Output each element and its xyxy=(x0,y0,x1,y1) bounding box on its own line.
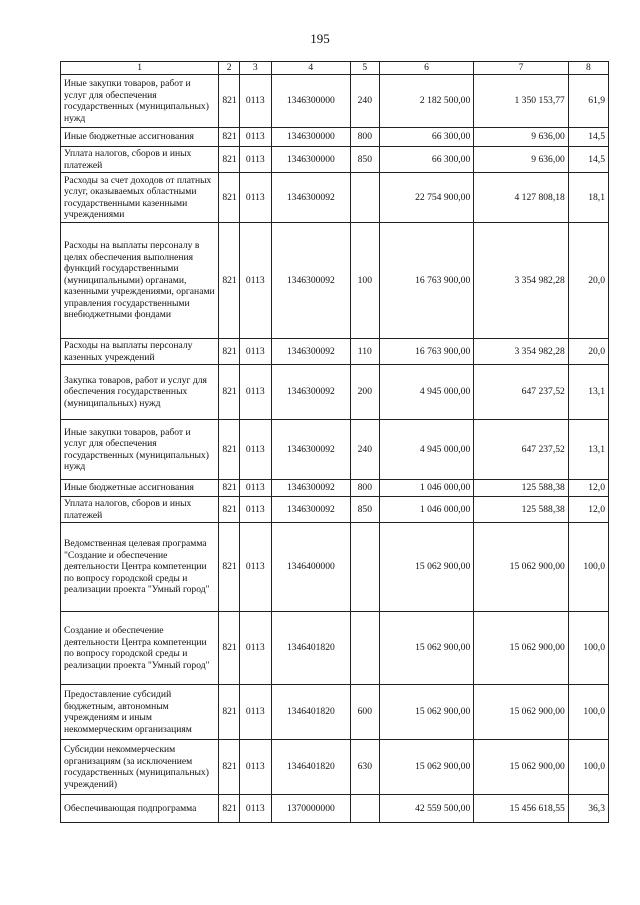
table-body xyxy=(61,75,609,823)
column-header: 3 xyxy=(239,62,271,75)
table-cell: 821 xyxy=(219,480,240,497)
table-cell: 1346300092 xyxy=(271,223,350,339)
table-row xyxy=(61,223,609,339)
table-row xyxy=(61,420,609,480)
table-cell: 15 062 900,00 xyxy=(379,612,474,685)
table-row xyxy=(61,480,609,497)
table-cell: Создание и обеспечение деятельности Центра компетенции по вопросу городской среды и реализации проекта "Умный город" xyxy=(61,612,219,685)
table-cell: 1346300000 xyxy=(271,147,350,173)
table-cell: 12,0 xyxy=(568,497,608,523)
table-cell: 100,0 xyxy=(568,612,608,685)
table-cell: 0113 xyxy=(239,685,271,740)
table-cell: 821 xyxy=(219,365,240,420)
table-cell: 1346401820 xyxy=(271,685,350,740)
table-cell: 4 945 000,00 xyxy=(379,365,474,420)
table-cell: 821 xyxy=(219,223,240,339)
table-row xyxy=(61,147,609,173)
table-cell: 110 xyxy=(350,339,379,365)
table-cell: 15 062 900,00 xyxy=(474,685,569,740)
table-cell: 22 754 900,00 xyxy=(379,173,474,223)
table-cell: Уплата налогов, сборов и иных платежей xyxy=(61,497,219,523)
table-cell: Расходы на выплаты персоналу казенных учреждений xyxy=(61,339,219,365)
table-cell: Иные закупки товаров, работ и услуг для обеспечения государственных (муниципальных) нужд xyxy=(61,420,219,480)
table-cell: 16 763 900,00 xyxy=(379,223,474,339)
table-row xyxy=(61,75,609,128)
table-cell: Ведомственная целевая программа "Создание и обеспечение деятельности Центра компетенции по вопросу городской среды и реализации проекта "Умный город" xyxy=(61,523,219,612)
table-cell: Иные закупки товаров, работ и услуг для обеспечения государственных (муниципальных) нужд xyxy=(61,75,219,128)
table-cell: 0113 xyxy=(239,173,271,223)
table-row xyxy=(61,685,609,740)
table-cell: 1346300092 xyxy=(271,420,350,480)
column-header: 4 xyxy=(271,62,350,75)
table-cell: 20,0 xyxy=(568,339,608,365)
table-cell: 1 046 000,00 xyxy=(379,497,474,523)
table-cell: 0113 xyxy=(239,497,271,523)
table-cell: Предоставление субсидий бюджетным, автономным учреждениям и иным некоммерческим организациям xyxy=(61,685,219,740)
table-row xyxy=(61,339,609,365)
table-cell: Расходы на выплаты персоналу в целях обеспечения выполнения функций государственными (муниципальными) органами, казенными учреждениями, органами управления государственными внебюджетными фондами xyxy=(61,223,219,339)
table-cell: 240 xyxy=(350,75,379,128)
table-cell: 100,0 xyxy=(568,740,608,795)
table-cell: Иные бюджетные ассигнования xyxy=(61,128,219,147)
table-cell: 36,3 xyxy=(568,795,608,823)
table-cell: 1346300092 xyxy=(271,497,350,523)
table-cell: 14,5 xyxy=(568,128,608,147)
table-cell: 3 354 982,28 xyxy=(474,339,569,365)
table-cell: 1 350 153,77 xyxy=(474,75,569,128)
table-cell: 821 xyxy=(219,795,240,823)
column-header: 6 xyxy=(379,62,474,75)
table-cell: Обеспечивающая подпрограмма xyxy=(61,795,219,823)
column-header: 1 xyxy=(61,62,219,75)
table-cell: 12,0 xyxy=(568,480,608,497)
column-header: 7 xyxy=(474,62,569,75)
table-cell: 821 xyxy=(219,75,240,128)
table-cell: 821 xyxy=(219,740,240,795)
table-cell: 15 062 900,00 xyxy=(474,740,569,795)
table-cell: 125 588,38 xyxy=(474,497,569,523)
table-cell: 1346300092 xyxy=(271,173,350,223)
table-cell: 821 xyxy=(219,339,240,365)
table-cell: 9 636,00 xyxy=(474,128,569,147)
table-cell: 1346300000 xyxy=(271,75,350,128)
table-row xyxy=(61,497,609,523)
page-number: 195 xyxy=(310,31,330,46)
table-cell: 15 456 618,55 xyxy=(474,795,569,823)
table-cell: 13,1 xyxy=(568,365,608,420)
table-row xyxy=(61,612,609,685)
table-cell: 0113 xyxy=(239,420,271,480)
table-cell: 821 xyxy=(219,523,240,612)
table-cell: 1346300092 xyxy=(271,339,350,365)
table-cell: 1370000000 xyxy=(271,795,350,823)
table-cell: 0113 xyxy=(239,128,271,147)
table-cell: 9 636,00 xyxy=(474,147,569,173)
table-cell xyxy=(350,173,379,223)
table-cell: 0113 xyxy=(239,75,271,128)
table-cell: 100,0 xyxy=(568,523,608,612)
table-cell: 821 xyxy=(219,147,240,173)
column-header: 2 xyxy=(219,62,240,75)
table-row xyxy=(61,523,609,612)
table-cell: 18,1 xyxy=(568,173,608,223)
table-cell: 1346400000 xyxy=(271,523,350,612)
table-cell: 1346300092 xyxy=(271,480,350,497)
table-cell: 800 xyxy=(350,128,379,147)
table-cell: 0113 xyxy=(239,795,271,823)
table-cell: Закупка товаров, работ и услуг для обеспечения государственных (муниципальных) нужд xyxy=(61,365,219,420)
table-cell: 0113 xyxy=(239,223,271,339)
table-row xyxy=(61,173,609,223)
table-cell: 0113 xyxy=(239,740,271,795)
table-cell: 15 062 900,00 xyxy=(379,685,474,740)
table-cell: 0113 xyxy=(239,147,271,173)
header-row xyxy=(61,62,609,75)
table-cell: 821 xyxy=(219,420,240,480)
table-cell: 125 588,38 xyxy=(474,480,569,497)
table-cell: 100,0 xyxy=(568,685,608,740)
table-row xyxy=(61,365,609,420)
table-cell: 821 xyxy=(219,612,240,685)
table-cell: 100 xyxy=(350,223,379,339)
table-cell: 0113 xyxy=(239,339,271,365)
table-cell xyxy=(350,795,379,823)
table-cell: 821 xyxy=(219,128,240,147)
table-cell: 647 237,52 xyxy=(474,365,569,420)
table-cell: 42 559 500,00 xyxy=(379,795,474,823)
table-row xyxy=(61,740,609,795)
table-cell: 1346401820 xyxy=(271,612,350,685)
table-cell: 0113 xyxy=(239,523,271,612)
table-cell: 16 763 900,00 xyxy=(379,339,474,365)
table-cell: 15 062 900,00 xyxy=(379,740,474,795)
table-cell xyxy=(350,612,379,685)
table-cell: 821 xyxy=(219,685,240,740)
table-cell: Иные бюджетные ассигнования xyxy=(61,480,219,497)
table-cell: 1346300092 xyxy=(271,365,350,420)
table-cell: 15 062 900,00 xyxy=(474,612,569,685)
table-cell: 0113 xyxy=(239,480,271,497)
table-cell: 821 xyxy=(219,497,240,523)
table-cell: 600 xyxy=(350,685,379,740)
table-cell xyxy=(350,523,379,612)
table-cell: 0113 xyxy=(239,612,271,685)
table-cell: 3 354 982,28 xyxy=(474,223,569,339)
table-cell: 1346401820 xyxy=(271,740,350,795)
table-cell: 200 xyxy=(350,365,379,420)
table-cell: Расходы за счет доходов от платных услуг, оказываемых областными государственными казенными учреждениями xyxy=(61,173,219,223)
column-header: 8 xyxy=(568,62,608,75)
table-cell: 1 046 000,00 xyxy=(379,480,474,497)
table-cell: Субсидии некоммерческим организациям (за исключением государственных (муниципальных) учреждений) xyxy=(61,740,219,795)
table-cell: 850 xyxy=(350,147,379,173)
table-cell: 630 xyxy=(350,740,379,795)
table-cell: 20,0 xyxy=(568,223,608,339)
table-cell: 66 300,00 xyxy=(379,147,474,173)
budget-table xyxy=(60,61,609,823)
table-cell: 13,1 xyxy=(568,420,608,480)
table-cell: 1346300000 xyxy=(271,128,350,147)
table-cell: 821 xyxy=(219,173,240,223)
table-cell: 850 xyxy=(350,497,379,523)
table-cell: 61,9 xyxy=(568,75,608,128)
table-cell: 4 945 000,00 xyxy=(379,420,474,480)
table-cell: 14,5 xyxy=(568,147,608,173)
column-header: 5 xyxy=(350,62,379,75)
table-cell: 4 127 808,18 xyxy=(474,173,569,223)
table-cell: 240 xyxy=(350,420,379,480)
table-cell: 15 062 900,00 xyxy=(379,523,474,612)
table-cell: 647 237,52 xyxy=(474,420,569,480)
table-cell: 800 xyxy=(350,480,379,497)
table-cell: 0113 xyxy=(239,365,271,420)
table-row xyxy=(61,128,609,147)
table-cell: 66 300,00 xyxy=(379,128,474,147)
table-cell: 15 062 900,00 xyxy=(474,523,569,612)
table-cell: Уплата налогов, сборов и иных платежей xyxy=(61,147,219,173)
table-row xyxy=(61,795,609,823)
table-cell: 2 182 500,00 xyxy=(379,75,474,128)
